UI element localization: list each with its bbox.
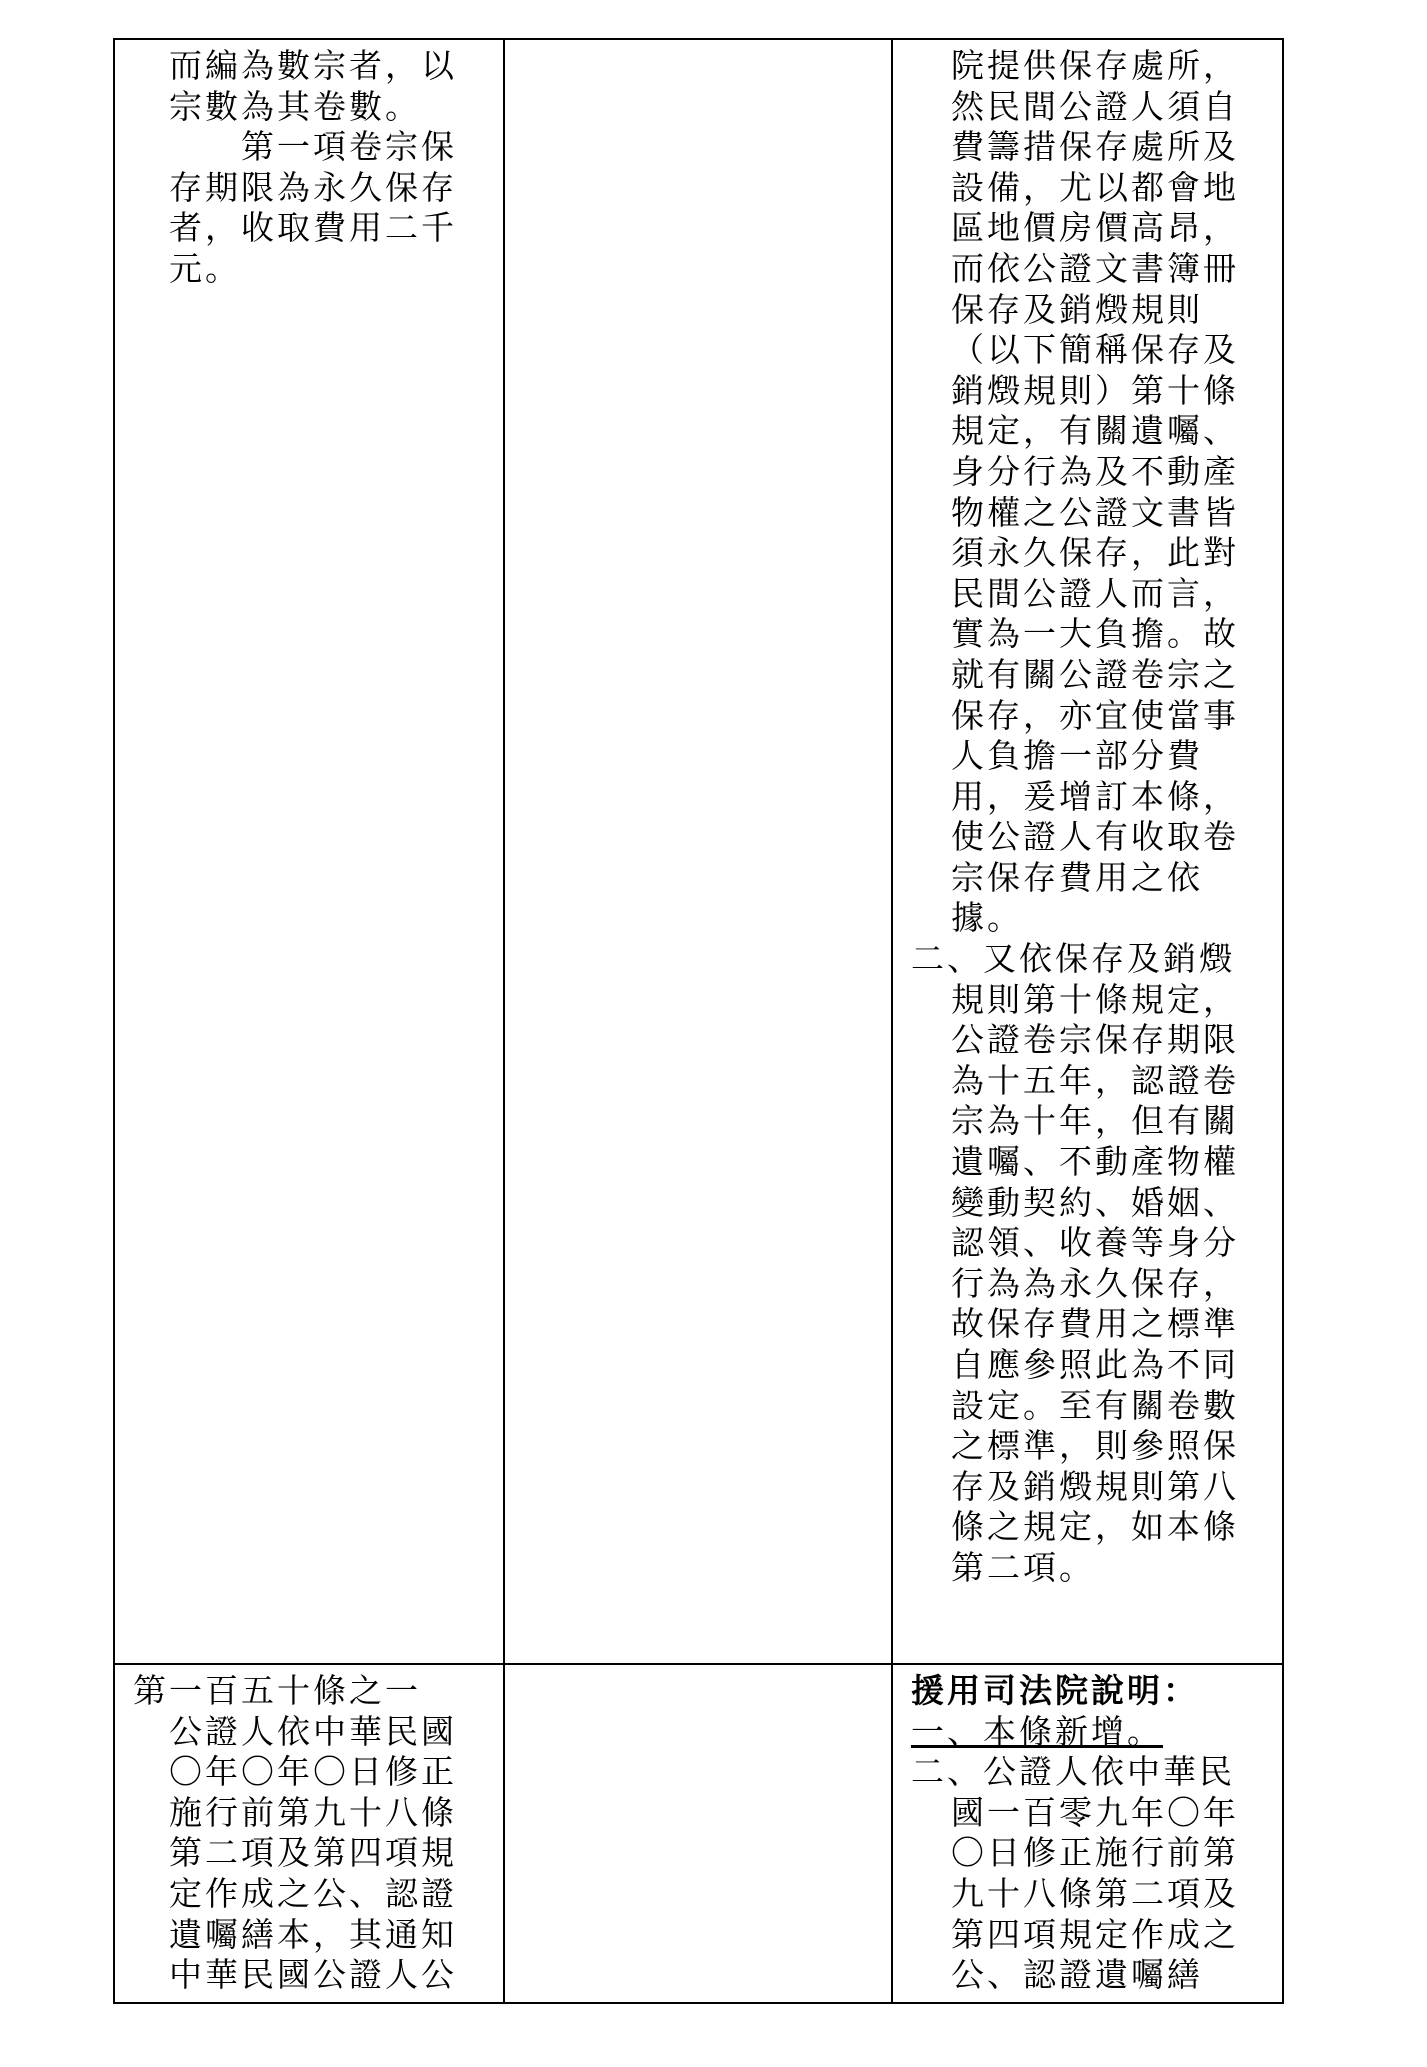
text-line: 一、本條新增。 — [911, 1711, 1163, 1751]
text-line: 二、又依保存及銷燬 — [911, 939, 1235, 979]
text-line: 施行前第九十八條 — [169, 1792, 457, 1832]
text-line: 認領、收養等身分 — [951, 1223, 1239, 1263]
text-line: 身分行為及不動產 — [951, 451, 1239, 491]
text-line: 元。 — [169, 248, 241, 288]
text-line: 宗保存費用之依 — [951, 857, 1203, 897]
text-line: 第四項規定作成之 — [951, 1914, 1239, 1954]
comparison-table — [113, 38, 1284, 2004]
amended-text-cell — [114, 1664, 504, 2003]
explanation-lines — [893, 40, 1282, 1595]
text-line: 據。 — [951, 898, 1023, 938]
text-line: 變動契約、婚姻、 — [951, 1182, 1239, 1222]
text-line: 而依公證文書簿冊 — [951, 248, 1239, 288]
table-row — [114, 39, 1283, 1664]
article-title: 第一百五十條之一 — [133, 1671, 421, 1710]
text-line: 銷燬規則）第十條 — [951, 370, 1239, 410]
text-line: 使公證人有收取卷 — [951, 817, 1239, 857]
text-line: 存及銷燬規則第八 — [951, 1466, 1239, 1506]
text-line: 用，爰增訂本條， — [951, 776, 1239, 816]
text-line: 第一項卷宗保 — [169, 127, 457, 167]
text-line: 院提供保存處所， — [951, 46, 1239, 85]
text-line: （以下簡稱保存及 — [951, 330, 1239, 370]
text-line: 定作成之公、認證 — [169, 1873, 457, 1913]
text-line: 第二項及第四項規 — [169, 1833, 457, 1873]
text-line: 自應參照此為不同 — [951, 1345, 1239, 1384]
explanation-cell — [892, 39, 1283, 1664]
explanation-heading: 援用司法院說明： — [911, 1671, 1199, 1710]
text-line: 保存及銷燬規則 — [951, 289, 1203, 329]
text-line: 而編為數宗者，以 — [169, 46, 457, 85]
current-text-cell — [504, 1664, 892, 2003]
text-line: 人負擔一部分費 — [951, 736, 1203, 776]
text-line: 存期限為永久保存 — [169, 167, 457, 207]
text-line: 遺囑繕本，其通知 — [169, 1914, 457, 1954]
text-line: 設定。至有關卷數 — [951, 1385, 1239, 1425]
text-line: 規定，有關遺囑、 — [951, 411, 1239, 451]
text-line: 須永久保存，此對 — [951, 533, 1239, 573]
text-line: 條之規定，如本條 — [951, 1507, 1239, 1547]
text-line: 故保存費用之標準 — [951, 1304, 1239, 1344]
text-line: 遺囑、不動產物權 — [951, 1142, 1239, 1182]
text-line: 設備，尤以都會地 — [951, 167, 1239, 207]
text-line: 之標準，則參照保 — [951, 1426, 1239, 1466]
text-line: 保存，亦宜使當事 — [951, 695, 1239, 735]
text-line: 就有關公證卷宗之 — [951, 654, 1239, 694]
text-line: 公證人依中華民國 — [169, 1711, 457, 1751]
text-line: 實為一大負擔。故 — [951, 614, 1239, 654]
text-line: 宗為十年，但有關 — [951, 1101, 1239, 1141]
text-line: 第二項。 — [951, 1547, 1095, 1587]
text-line: 物權之公證文書皆 — [951, 492, 1239, 532]
amended-text-cell — [114, 39, 504, 1664]
text-line: 然民間公證人須自 — [951, 86, 1239, 126]
table-row — [114, 1664, 1283, 2003]
text-line: 者，收取費用二千 — [169, 208, 457, 248]
text-line: 二、公證人依中華民 — [911, 1752, 1235, 1792]
text-line: 區地價房價高昂， — [951, 208, 1239, 248]
text-line: 〇年〇年〇日修正 — [169, 1752, 457, 1792]
text-line: 公、認證遺囑繕 — [951, 1955, 1203, 1995]
explanation-cell — [892, 1664, 1283, 2003]
text-line: 為十五年，認證卷 — [951, 1060, 1239, 1100]
text-line: 公證卷宗保存期限 — [951, 1020, 1239, 1060]
text-line: 九十八條第二項及 — [951, 1873, 1239, 1913]
text-line: 宗數為其卷數。 — [169, 86, 421, 126]
current-text-cell — [504, 39, 892, 1664]
text-line: 費籌措保存處所及 — [951, 127, 1239, 167]
text-line: 國一百零九年〇年 — [951, 1792, 1239, 1832]
text-line: 民間公證人而言， — [951, 573, 1239, 613]
text-line: 中華民國公證人公 — [169, 1955, 457, 1995]
text-line: 〇日修正施行前第 — [951, 1833, 1239, 1873]
text-line: 行為為永久保存， — [951, 1263, 1239, 1303]
text-line: 規則第十條規定， — [951, 979, 1239, 1019]
